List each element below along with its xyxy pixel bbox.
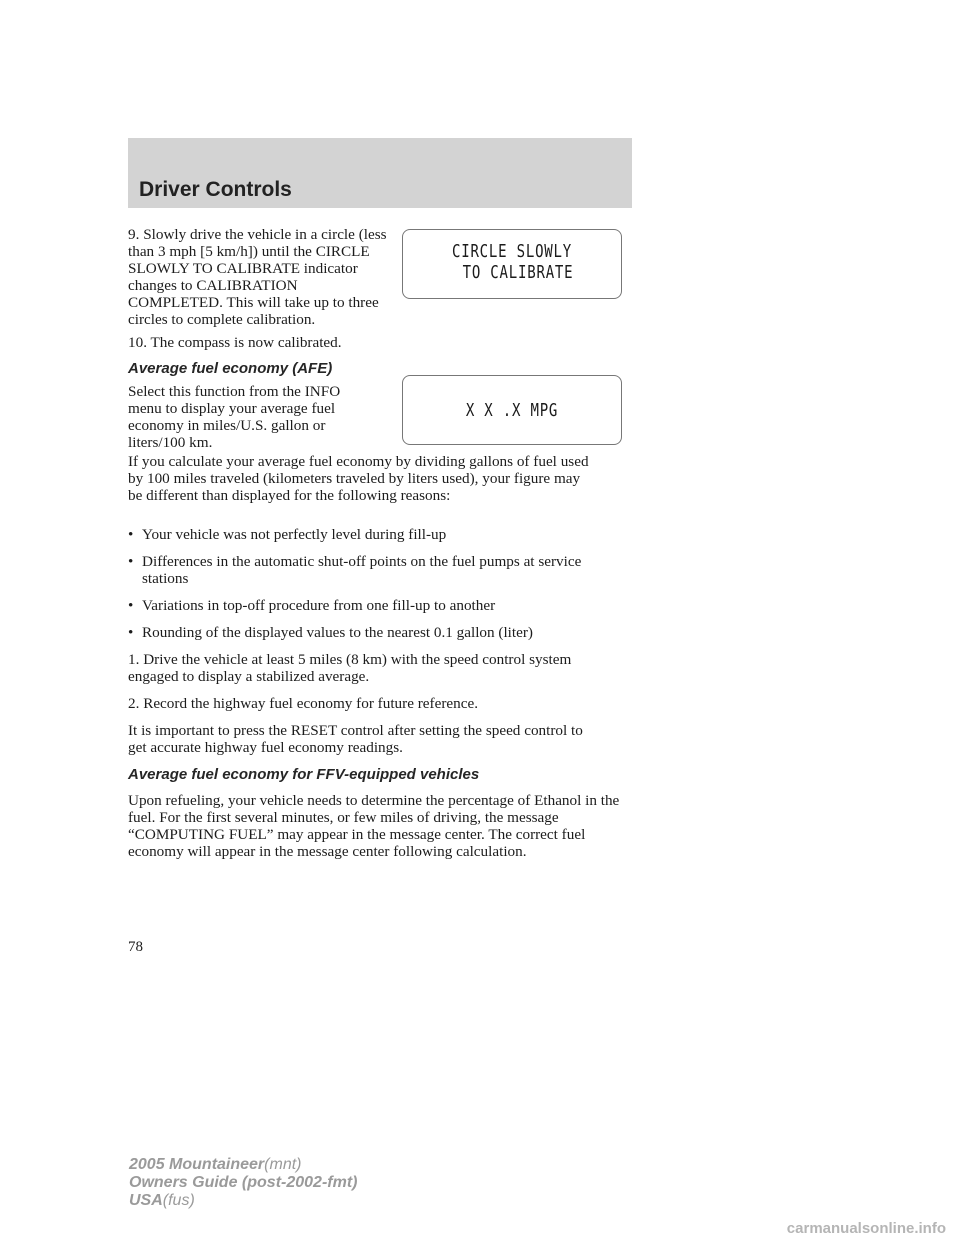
bullet-item [128,526,628,543]
calibrate-display-line-2: TO CALIBRATE [462,262,574,283]
bullet-dot-icon: • [128,624,134,641]
bullet-text: Variations in top-off procedure from one fill-up to another [142,597,496,614]
afe-heading: Average fuel economy (AFE) [128,360,333,377]
footer-line-2 [129,1174,357,1192]
ffv-text: Upon refueling, your vehicle needs to determine the percentage of Ethanol in the fuel. For the first several minutes, or few miles of driving, the message “COMPUTING FUEL” may appear in the message center. The correct fuel economy will appear in the message center following calculation. [128,792,620,860]
ffv-heading: Average fuel economy for FFV-equipped vehicles [128,766,480,783]
bullet-dot-icon: • [128,597,134,614]
bullet-item [128,624,628,641]
footer-line-3 [129,1192,357,1210]
footer-market-code: (fus) [162,1192,195,1209]
afe-step-1-text: 1. Drive the vehicle at least 5 miles (8 km) with the speed control system engaged to display a stabilized average. [128,651,572,685]
bullet-item [128,553,598,587]
afe-calculation-span: If you calculate your average fuel economy by dividing gallons of fuel used by 100 miles traveled (kilometers traveled by liters used), your figure may be different than displayed for the following reasons: [128,453,589,504]
section-title: Driver Controls [139,178,292,201]
page-number: 78 [128,939,143,955]
bullet-item [128,597,628,614]
footer-model-code: (mnt) [264,1156,302,1173]
afe-step-2-text: 2. Record the highway fuel economy for future reference. [128,695,479,712]
mpg-display-text: X X .X MPG [465,400,559,421]
site-watermark: carmanualsonline.info [786,1220,946,1237]
afe-calculation-text [128,453,598,504]
afe-intro-text: Select this function from the INFO menu to display your average fuel economy in miles/U.S. gallon or liters/100 km. [128,383,341,451]
footer-line-1 [129,1156,357,1174]
document-footer [129,1156,357,1210]
bullet-text: Your vehicle was not perfectly level during fill-up [142,526,447,543]
calibrate-display-illustration [402,229,622,299]
footer-market: USA [129,1192,163,1209]
bullet-dot-icon: • [128,553,134,570]
footer-guide: Owners Guide (post-2002-fmt) [129,1174,358,1191]
bullet-dot-icon: • [128,526,134,543]
bullet-text: Differences in the automatic shut-off points on the fuel pumps at service stations [142,553,582,587]
afe-reset-text: It is important to press the RESET control after setting the speed control to get accurate highway fuel economy readings. [128,722,583,756]
step-9-text: 9. Slowly drive the vehicle in a circle (less than 3 mph [5 km/h]) until the CIRCLE SLOWLY TO CALIBRATE indicator changes to CALIBRATION COMPLETED. This will take up to three circles to complete calibration. [128,226,387,328]
calibrate-display-line-1: CIRCLE SLOWLY [451,241,573,262]
bullet-text: Rounding of the displayed values to the nearest 0.1 gallon (liter) [142,624,533,641]
step-9-text-wrap [128,226,388,328]
footer-model: 2005 Mountaineer [129,1156,265,1173]
step-10-text: 10. The compass is now calibrated. [128,334,342,351]
mpg-display-illustration [402,375,622,445]
